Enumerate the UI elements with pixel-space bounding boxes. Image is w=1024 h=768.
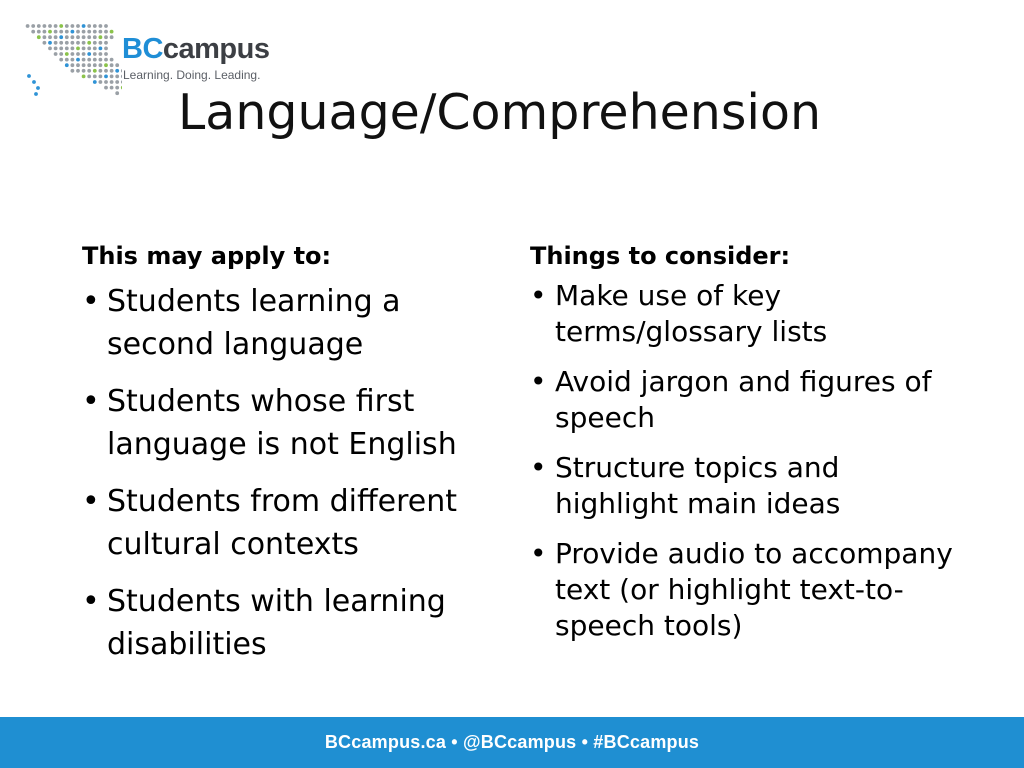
map-dot (59, 47, 63, 51)
map-dot (93, 63, 97, 67)
map-dot (87, 75, 91, 79)
map-dot (76, 30, 80, 34)
map-dot (87, 41, 91, 45)
map-dot (54, 24, 58, 28)
bullet-icon: • (530, 451, 547, 484)
map-dot (59, 24, 63, 28)
map-dot (104, 58, 108, 62)
map-dot (76, 52, 80, 56)
map-dot (99, 58, 103, 62)
map-dot (87, 35, 91, 39)
applies-to-list (82, 280, 502, 666)
list-item (530, 450, 970, 522)
map-dot (110, 63, 114, 67)
map-dot (71, 63, 75, 67)
map-dot (65, 24, 69, 28)
map-dot (121, 69, 122, 73)
logo-wordmark-campus: campus (162, 33, 270, 65)
map-dot (71, 24, 75, 28)
map-dot (99, 52, 103, 56)
map-dot (121, 75, 122, 79)
map-dot (32, 80, 36, 84)
map-dot (48, 30, 52, 34)
map-dot (87, 47, 91, 51)
map-dot (37, 30, 41, 34)
map-dot (43, 30, 47, 34)
map-dot (59, 58, 63, 62)
map-dot (99, 41, 103, 45)
bullet-icon: • (82, 484, 100, 519)
map-dot (87, 58, 91, 62)
list-item-text: Students whose first language is not English (107, 384, 457, 462)
bullet-icon: • (530, 365, 547, 398)
map-dot (110, 35, 114, 39)
map-dot (65, 63, 69, 67)
map-dot (43, 41, 47, 45)
map-dot (121, 80, 122, 84)
map-dot (110, 86, 114, 90)
map-dot (110, 30, 114, 34)
map-dot (93, 80, 97, 84)
map-dot (104, 80, 108, 84)
map-dot (99, 35, 103, 39)
map-dot (115, 86, 119, 90)
map-dot (76, 47, 80, 51)
list-item-text: Avoid jargon and figures of speech (555, 365, 932, 434)
map-dot (82, 69, 86, 73)
map-dot (104, 47, 108, 51)
map-dot (54, 41, 58, 45)
map-dot (104, 35, 108, 39)
map-dot (110, 58, 114, 62)
map-dot (59, 35, 63, 39)
bc-map-dots-icon (22, 22, 122, 118)
logo-wordmark (122, 32, 270, 66)
list-item (530, 364, 970, 436)
map-dot (48, 35, 52, 39)
map-dot (93, 69, 97, 73)
map-dot (115, 69, 119, 73)
list-item-text: Students learning a second language (107, 284, 401, 362)
bullet-icon: • (82, 584, 100, 619)
map-dot (87, 24, 91, 28)
applies-to-heading: This may apply to: (82, 242, 332, 270)
list-item-text: Students with learning disabilities (107, 584, 446, 662)
map-dot (76, 35, 80, 39)
map-dot (31, 30, 35, 34)
bullet-icon: • (530, 537, 547, 570)
map-dot (31, 24, 35, 28)
list-item (530, 536, 970, 644)
map-dot (115, 75, 119, 79)
map-dot (115, 63, 119, 67)
map-dot (37, 35, 41, 39)
map-dot (104, 69, 108, 73)
map-dot (48, 41, 52, 45)
map-dot (36, 86, 40, 90)
map-dot (54, 52, 58, 56)
map-dot (93, 30, 97, 34)
map-dot (99, 63, 103, 67)
map-dot (71, 52, 75, 56)
map-dot (104, 52, 108, 56)
list-item-text: Structure topics and highlight main ideas (555, 451, 841, 520)
map-dot (115, 80, 119, 84)
map-dot (82, 75, 86, 79)
map-dot (71, 69, 75, 73)
map-dot (82, 41, 86, 45)
map-dot (104, 63, 108, 67)
footer-text: BCcampus.ca • @BCcampus • #BCcampus (324, 732, 700, 752)
map-dot (99, 69, 103, 73)
map-dot (87, 69, 91, 73)
map-dot (110, 69, 114, 73)
map-dot (104, 41, 108, 45)
map-dot (76, 69, 80, 73)
map-dot (76, 63, 80, 67)
map-dot (104, 86, 108, 90)
map-dot (110, 80, 114, 84)
map-dot (71, 47, 75, 51)
map-dot (65, 58, 69, 62)
list-item (82, 480, 502, 566)
map-dot (27, 74, 31, 78)
map-dot (93, 58, 97, 62)
map-dot (115, 91, 119, 95)
map-dot (65, 35, 69, 39)
map-dot (82, 52, 86, 56)
map-dot (121, 86, 122, 90)
map-dot (99, 80, 103, 84)
applies-to-column (82, 238, 502, 666)
list-item-text: Provide audio to accompany text (or highlight text-to-speech tools) (555, 537, 953, 642)
map-dot (110, 75, 114, 79)
map-dot (71, 58, 75, 62)
map-dot (93, 47, 97, 51)
map-dot (54, 47, 58, 51)
map-dot (54, 30, 58, 34)
map-dot (34, 92, 38, 96)
map-dot (104, 30, 108, 34)
map-dot (71, 30, 75, 34)
logo-tagline: Learning. Doing. Leading. (123, 68, 261, 82)
bullet-icon: • (82, 384, 100, 419)
map-dot (93, 35, 97, 39)
map-dot (71, 35, 75, 39)
bullet-icon: • (82, 284, 100, 319)
map-dot (26, 24, 30, 28)
map-dot (82, 35, 86, 39)
map-dot (54, 35, 58, 39)
map-dot (82, 24, 86, 28)
map-dot (93, 41, 97, 45)
bullet-icon: • (530, 279, 547, 312)
map-dot (76, 58, 80, 62)
map-dot (93, 52, 97, 56)
map-dot (82, 58, 86, 62)
map-dot (48, 47, 52, 51)
map-dot (43, 35, 47, 39)
map-dot (76, 41, 80, 45)
map-dot (104, 75, 108, 79)
map-dot (59, 52, 63, 56)
list-item (82, 580, 502, 666)
map-dot (93, 75, 97, 79)
things-to-consider-list (530, 278, 970, 644)
map-dot (59, 41, 63, 45)
slide-title: Language/Comprehension (178, 84, 822, 141)
map-dot (65, 30, 69, 34)
map-dot (87, 52, 91, 56)
logo-wordmark-bc: BC (122, 33, 163, 65)
footer-bar (0, 717, 1024, 768)
map-dot (48, 24, 52, 28)
map-dot (104, 24, 108, 28)
map-dot (82, 30, 86, 34)
map-dot (65, 52, 69, 56)
list-item (82, 380, 502, 466)
map-dot (87, 63, 91, 67)
map-dot (99, 47, 103, 51)
map-dot (87, 30, 91, 34)
map-dot (93, 24, 97, 28)
map-dot (37, 24, 41, 28)
things-to-consider-heading: Things to consider: (530, 242, 791, 270)
map-dot (82, 63, 86, 67)
map-dot (59, 30, 63, 34)
list-item-text: Make use of key terms/glossary lists (555, 279, 828, 348)
list-item-text: Students from different cultural contexts (107, 484, 458, 562)
map-dot (65, 41, 69, 45)
map-dot (99, 24, 103, 28)
map-dot (76, 24, 80, 28)
list-item (82, 280, 502, 366)
map-dot (71, 41, 75, 45)
map-dot (65, 47, 69, 51)
things-to-consider-column (530, 238, 970, 644)
map-dot (99, 30, 103, 34)
map-dot (82, 47, 86, 51)
map-dot (43, 24, 47, 28)
list-item (530, 278, 970, 350)
map-dot (99, 75, 103, 79)
